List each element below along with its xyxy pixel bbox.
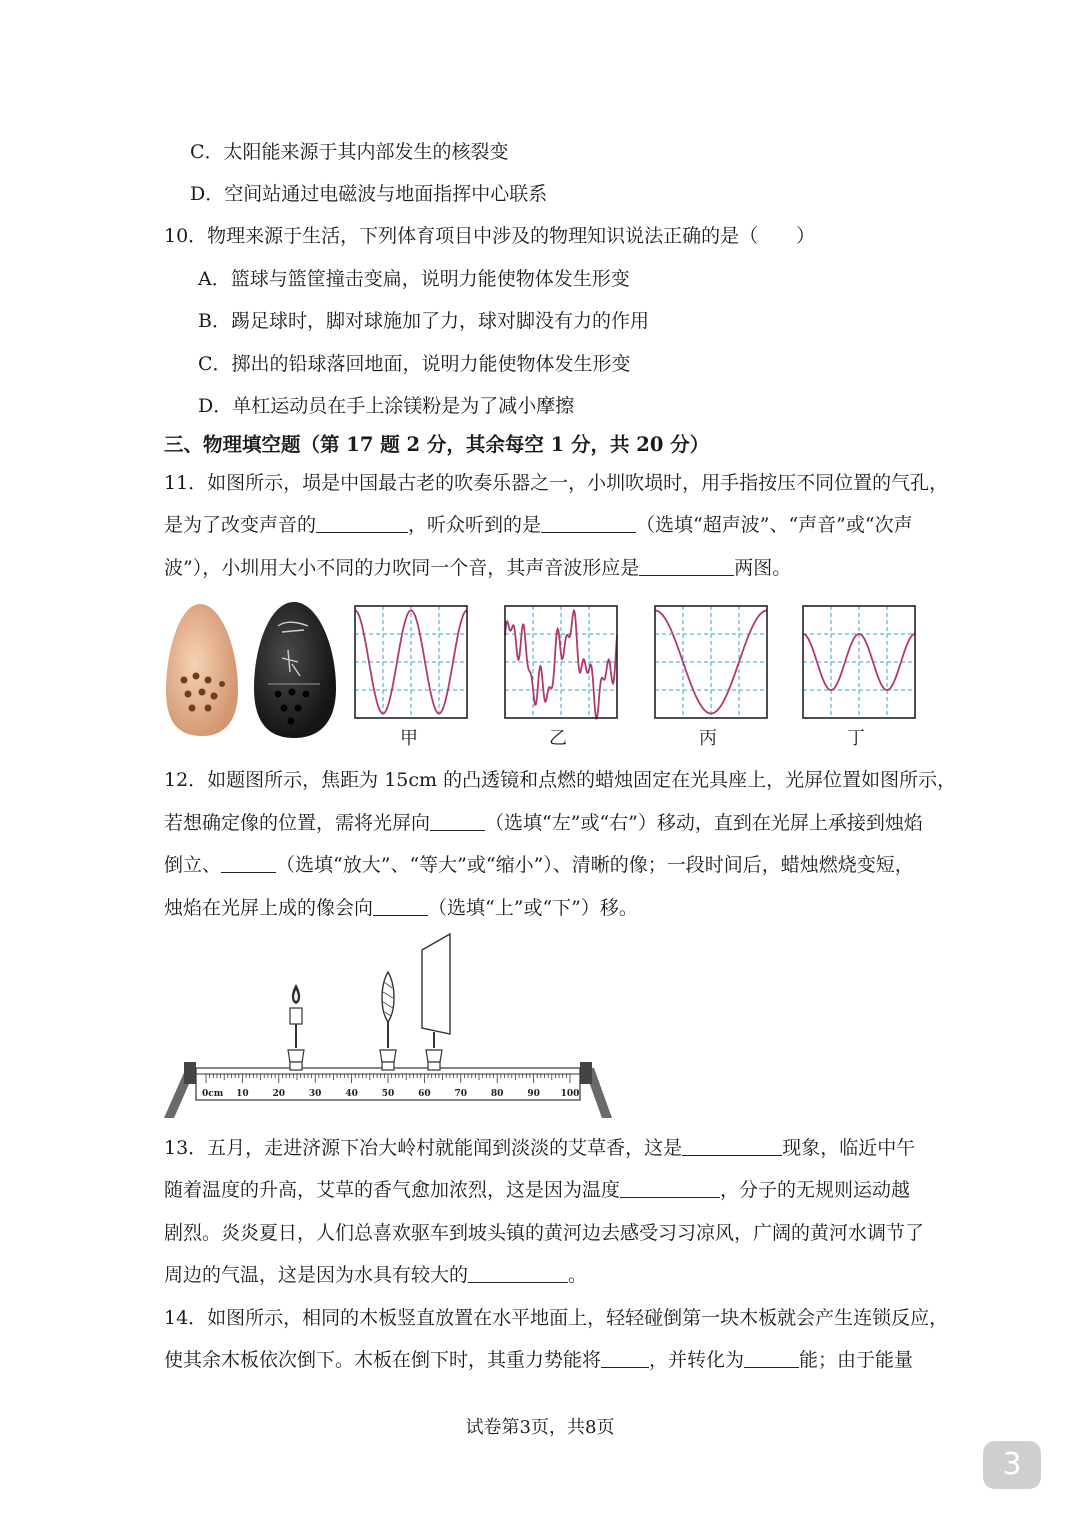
- answer-blank[interactable]: [620, 1179, 720, 1198]
- waveform-ding: [803, 606, 915, 718]
- convex-lens: [380, 972, 396, 1070]
- q14-text-c: 能；由于能量: [799, 1349, 914, 1371]
- q12-text-a: 若想确定像的位置，需将光屏向: [164, 812, 431, 834]
- q11-text-e: 两图。: [734, 557, 792, 579]
- q14-text-b: ，并转化为: [649, 1349, 745, 1371]
- answer-blank[interactable]: [468, 1264, 568, 1283]
- section-3-heading: 三、物理填空题（第 17 题 2 分，其余每空 1 分，共 20 分）: [164, 433, 710, 456]
- q11-line-1: 11．如图所示，埙是中国最古老的吹奏乐器之一，小圳吹埙时，用手指按压不同位置的气孔，: [164, 472, 949, 494]
- q11-text-b: ，听众听到的是: [408, 514, 542, 536]
- q11-text-a: 是为了改变声音的: [164, 514, 317, 536]
- wave-label-bing: 丙: [699, 728, 717, 749]
- q12-line-3: [164, 853, 924, 877]
- answer-blank[interactable]: [682, 1137, 782, 1156]
- q11-text-c: （选填“超声波”、“声音”或“次声: [636, 514, 913, 536]
- q12-line-2: [164, 811, 924, 835]
- q10-option-d: D．单杠运动员在手上涂镁粉是为了减小摩擦: [198, 395, 575, 417]
- answer-blank[interactable]: [221, 854, 276, 873]
- ruler-label: 50: [381, 1089, 395, 1099]
- q9-option-c: C．太阳能来源于其内部发生的核裂变: [190, 141, 509, 163]
- wave-label-jia: 甲: [400, 728, 418, 749]
- q11-line-3: [164, 556, 924, 580]
- answer-blank[interactable]: [601, 1349, 649, 1368]
- q10-option-b: B．踢足球时，脚对球施加了力，球对脚没有力的作用: [198, 310, 649, 332]
- ruler-label: 0cm: [202, 1089, 224, 1099]
- q12-text-d: （选填“放大”、“等大”或“缩小”）、清晰的像；一段时间后，蜡烛燃烧变短，: [276, 854, 914, 876]
- ruler-label: 100: [560, 1089, 580, 1099]
- q10-stem: 10．物理来源于生活，下列体育项目中涉及的物理知识说法正确的是（ ）: [164, 225, 816, 247]
- optical-bench-svg: [160, 928, 620, 1123]
- ocarina-light-image: [166, 604, 238, 736]
- answer-blank[interactable]: [430, 812, 485, 831]
- q13-text-f: 。: [568, 1264, 588, 1286]
- answer-blank[interactable]: [744, 1349, 799, 1368]
- q13-line-2: [164, 1178, 924, 1202]
- q13-line-1: [164, 1136, 924, 1160]
- q10-option-a: A．篮球与篮筐撞击变扁，说明力能使物体发生形变: [198, 268, 630, 290]
- candle: [288, 984, 304, 1070]
- light-screen: [422, 934, 450, 1070]
- q11-text-d: 波”），小圳用大小不同的力吹同一个音，其声音波形应是: [164, 557, 640, 579]
- q12-line-1: 12．如题图所示，焦距为 15cm 的凸透镜和点燃的蜡烛固定在光具座上，光屏位置如图所示，: [164, 769, 957, 791]
- ruler-label: 40: [345, 1089, 358, 1099]
- waveform-yi: [505, 606, 617, 719]
- page-footer: 试卷第3页，共8页: [465, 1417, 615, 1438]
- q14-line-1: 14．如图所示，相同的木板竖直放置在水平地面上，轻轻碰倒第一块木板就会产生连锁反应，: [164, 1307, 949, 1329]
- ruler-label: 30: [308, 1089, 322, 1099]
- waveform-jia: [355, 606, 467, 718]
- q11-line-2: [164, 513, 924, 537]
- ruler-label: 60: [418, 1089, 431, 1099]
- q13-text-c: 随着温度的升高，艾草的香气愈加浓烈，这是因为温度: [164, 1179, 621, 1201]
- page-number-badge: 3: [983, 1441, 1041, 1489]
- ruler-label: 10: [236, 1089, 249, 1099]
- answer-blank[interactable]: [373, 897, 428, 916]
- ocarina-dark-image: [254, 602, 336, 738]
- q13-text-b: 现象，临近中午: [782, 1137, 916, 1159]
- bench-right-end: [580, 1062, 592, 1084]
- q12-text-e: 烛焰在光屏上成的像会向: [164, 897, 374, 919]
- q9-option-d: D．空间站通过电磁波与地面指挥中心联系: [190, 183, 548, 205]
- answer-blank[interactable]: [541, 514, 636, 533]
- q12-text-c: 倒立、: [164, 854, 222, 876]
- ruler-label: 80: [490, 1089, 504, 1099]
- q13-line-4: [164, 1263, 924, 1287]
- q12-text-f: （选填“上”或“下”）移。: [428, 897, 638, 919]
- ruler-label: 90: [527, 1089, 540, 1099]
- answer-blank[interactable]: [316, 514, 408, 533]
- q14-line-2: [164, 1348, 924, 1372]
- answer-blank[interactable]: [639, 557, 734, 576]
- q13-text-a: 13．五月，走进济源下冶大岭村就能闻到淡淡的艾草香，这是: [164, 1137, 683, 1159]
- q10-option-c: C．掷出的铅球落回地面，说明力能使物体发生形变: [198, 353, 631, 375]
- optical-bench-figure: [160, 928, 620, 1127]
- bench-left-end: [184, 1062, 196, 1084]
- q13-text-d: ，分子的无规则运动越: [720, 1179, 911, 1201]
- wave-label-ding: 丁: [847, 728, 865, 749]
- ruler-label: 20: [272, 1089, 286, 1099]
- q12-text-b: （选填“左”或“右”）移动，直到在光屏上承接到烛焰: [485, 812, 923, 834]
- q13-text-e: 周边的气温，这是因为水具有较大的: [164, 1264, 469, 1286]
- ruler-label: 70: [454, 1089, 468, 1099]
- wave-label-yi: 乙: [549, 728, 567, 749]
- q14-text-a: 使其余木板依次倒下。木板在倒下时，其重力势能将: [164, 1349, 602, 1371]
- q13-line-3: 剧烈。炎炎夏日，人们总喜欢驱车到坡头镇的黄河边去感受习习凉风，广阔的黄河水调节了: [164, 1222, 925, 1244]
- q12-line-4: [164, 896, 924, 920]
- waveform-bing: [655, 606, 767, 718]
